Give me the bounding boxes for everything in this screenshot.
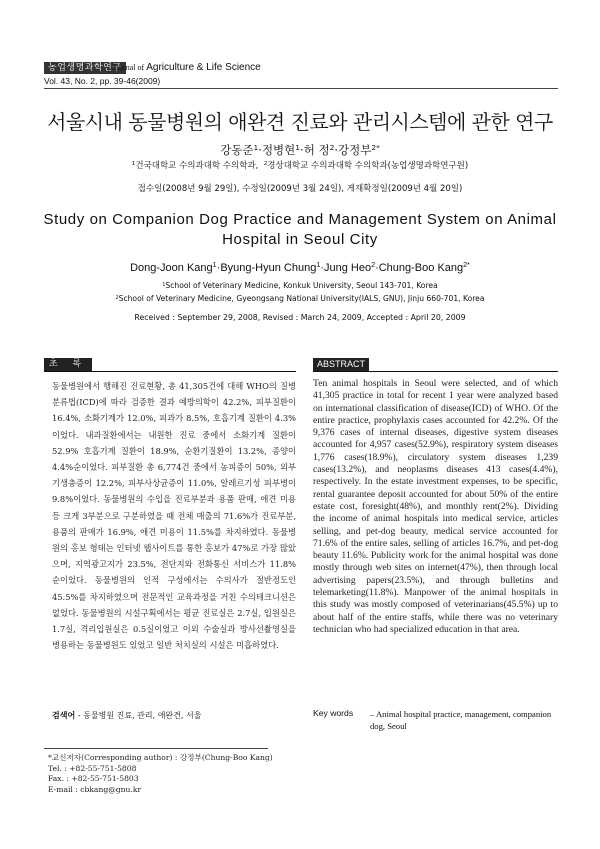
correspondence-fax: Fax. : +82-55-751-5803 (48, 774, 139, 784)
abstract-korean-heading: 초 록 (44, 358, 92, 371)
author-4-ko: 강정부 (337, 143, 372, 157)
correspondence-email: E-mail : cbkang@gnu.kr (48, 784, 142, 794)
author-2-ko: 정병현 (261, 143, 296, 157)
journal-name-prefix: Journal of (112, 63, 147, 72)
affil-ko-2-sup: 2 (263, 161, 268, 168)
volume-info: Vol. 43, No. 2, pp. 39-46(2009) (44, 76, 161, 86)
journal-badge: 농업생명과학연구 (44, 62, 126, 74)
author-3-en-sup: 2 (371, 261, 376, 270)
author-1-ko: 강동준 (220, 143, 254, 157)
author-2-ko-sup: 1 (295, 143, 301, 153)
keywords-korean-value: - 동물병원 진료, 관리, 애완견, 서울 (75, 711, 202, 720)
author-sep-en-2: · (320, 262, 324, 274)
affil-en-1-sup: 1 (162, 281, 166, 288)
keywords-korean (52, 710, 296, 721)
affil-ko-2: 경상대학교 수의과대학 수의학과(농업생명과학연구원) (267, 161, 469, 171)
dates-english: Received : September 29, 2008, Revised : March 24, 2009, Accepted : April 20, 2009 (134, 313, 466, 322)
affiliations-korean (0, 159, 600, 171)
journal-name (112, 62, 261, 74)
keywords-korean-label: 검색어 (52, 711, 76, 720)
author-sep-ko-3: · (334, 143, 338, 157)
keywords-english-label: Key words (313, 708, 354, 718)
author-1-en: Dong-Joon Kang (130, 262, 213, 274)
author-sep-en-1: · (216, 262, 221, 274)
affil-en-2: School of Veterinary Medicine, Gyeongsang National University(IALS, GNU), Jinju 660-701, Korea (118, 294, 485, 303)
correspondence-tel: Tel. : +82-55-751-5808 (48, 763, 137, 773)
author-sep-ko-2: · (300, 143, 304, 157)
dates-korean: 접수일(2008년 9월 29일), 수정일(2009년 3월 24일), 게재확정일(2009년 4월 20일) (137, 184, 463, 194)
affil-en-1: School of Veterinary Medicine, Konkuk University, Seoul 143-701, Korea (165, 281, 438, 290)
title-english-line-2: Hospital in Seoul City (222, 231, 378, 248)
correspondence-author: *교신저자(Corresponding author) : 강정부(Chung-Boo Kang) (48, 753, 273, 762)
title-english (40, 210, 560, 250)
affil-en-2-sup: 2 (115, 294, 119, 301)
author-4-ko-sup: 2* (371, 143, 380, 153)
keywords-english-value: – Animal hospital practice, management, companion dog, Seoul (370, 709, 552, 731)
affil-en-line-1 (0, 279, 600, 292)
authors-korean (0, 142, 600, 158)
author-4-en: Chung-Boo Kang (378, 262, 464, 274)
affiliations-english (0, 279, 600, 305)
header-rule (44, 88, 558, 89)
author-sep-ko-1: · (258, 143, 262, 157)
abstract-korean-body: 동물병원에서 행해진 진료현황, 총 41,305건에 대해 WHO의 질병분류법(ICD)에 따라 검증한 결과 예방의학이 42.2%, 피부질환이 16.4%, 소화기계가 12.0%, 피과가 8.5%, 호흡기계 질환이 4.3%이었다. 내과질환에서는 내원한 진료 중에서 소화기계 질환이 52.9% 호흡기계 질환이 18.9%, 순환기질환이 13.2%, 종양이 4.4%순이었다. 피부질환 총 6,774건 중에서 농피증이 50%, 외부기생충증이 12.2%, 피부사상균증이 11.0%, 알레르기성 피부병이 9.8%이었다. 동물병원의 수입을 진료부분과 용품 판매, 애견 미용 등 크게 3부분으로 구분하였을 때 전체 매출의 71.6%가 진료부분, 용품의 판매가 16.9%, 애견 미용이 11.5%를 차지하였다. 동물병원의 홍보 형태는 인터넷 웹사이트를 통한 홍보가 47%로 가장 많았으며, 지역광고지가 23.5%, 전단지와 전화통신 서비스가 11.8% 순이었다. 동물병원의 인적 구성에서는 수의사가 절반정도인 45.5%를 차지하였으며 전문적인 교육과정을 거친 수의테크니션은 없었다. 동물병원의 시설구획에서는 평균 진료실은 2.7실, 입원실은 1.7실, 격리입원실은 0.5실이었고 이외 수술실과 방사선촬영실을 병용하는 동물병원도 있었고 일반 처치실의 시설은 미흡하였다. (52, 381, 296, 651)
author-3-ko: 허 정 (303, 143, 330, 157)
title-korean: 서울시내 동물병원의 애완견 진료와 관리시스템에 관한 연구 (47, 110, 553, 134)
author-1-ko-sup: 1 (253, 143, 259, 153)
affil-en-line-2 (0, 292, 600, 305)
author-3-ko-sup: 2 (329, 143, 335, 153)
journal-name-main: Agriculture & Life Science (146, 62, 261, 73)
author-2-en: Byung-Hyun Chung (220, 262, 317, 274)
abstract-english-heading: ABSTRACT (313, 358, 369, 371)
title-english-line-1: Study on Companion Dog Practice and Management System on Animal (43, 211, 557, 228)
abstract-english-header (313, 358, 558, 372)
author-3-en: Jung Heo (323, 262, 372, 274)
affil-ko-1: 건국대학교 수의과대학 수의학과, (135, 161, 259, 171)
affil-ko-1-sup: 1 (131, 161, 136, 168)
abstract-korean-header (44, 358, 296, 372)
author-sep-en-3: · (375, 262, 379, 274)
footnote-rule (44, 748, 268, 749)
author-1-en-sup: 1 (212, 261, 217, 270)
authors-english (0, 262, 600, 274)
author-4-en-sup: 2* (463, 261, 470, 270)
correspondence-footnote (48, 753, 348, 795)
author-2-en-sup: 1 (316, 261, 321, 270)
abstract-english-body: Ten animal hospitals in Seoul were selected, and of which 41,305 practice in total for recent 1 year were analyzed based on international classification of disease(ICD) of WHO. Of the entire practice, prophylaxis cases accounted for 42.2%. Of the 9,376 cases of internal diseases, digestive system diseases accounted for 4,957 cases(52.9%), respiratory system diseases 1,776 cases(18.9%), circulatory system diseases 1,239 cases(13.2%), and neoplasms diseases 413 cases(4.4%), respectively. In the estate investment expenses, to be specific, rental guarantee deposit accounted for about 50% of the entire estate cost, foresight(48%), and monthly rent(2%). Dividing the income of animal hospitals into medical service, articles selling, and pet-dog beauty, medical service accounted for 71.6% of the entire sales, selling of articles 16.7%, and pet-dog beauty 11.6%. Publicity work for the animal hospital was done mostly through web sites on internet(47%), then through local advertising papers(23.5%), and through bulletins and telemarketing(11.8%). Manpower of the animal hospitals in this study was mostly composed of veterinarians(45.5%) up to about half of the entire staffs, while there was no veterinary technician who had specialized education in that area. (313, 378, 558, 635)
